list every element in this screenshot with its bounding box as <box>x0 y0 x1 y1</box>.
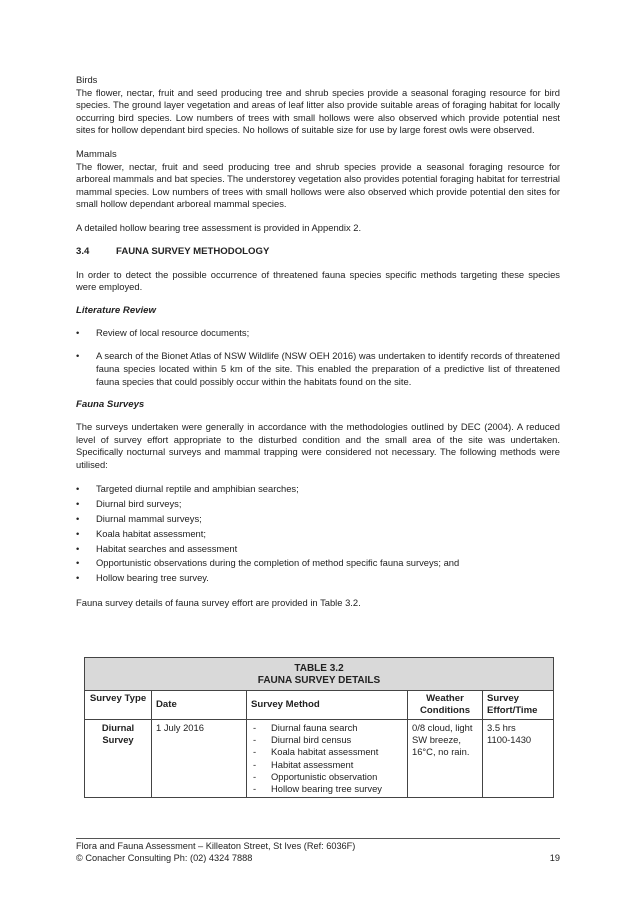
bullet-icon: • <box>76 557 80 569</box>
list-item: - Koala habitat assessment <box>253 746 379 758</box>
literature-review-heading: Literature Review <box>76 304 156 316</box>
list-item: - Diurnal fauna search <box>253 722 358 733</box>
header-date: Date <box>152 691 247 720</box>
list-item: - Hollow bearing tree survey <box>253 783 382 795</box>
list-item: • Koala habitat assessment; <box>76 527 560 542</box>
list-item: • Diurnal bird surveys; <box>76 497 560 512</box>
fauna-survey-table <box>84 657 554 798</box>
appendix-note-block <box>76 222 560 235</box>
bullet-icon: • <box>76 350 80 362</box>
list-item: • Targeted diurnal reptile and amphibian searches; <box>76 482 560 497</box>
page-number: 19 <box>549 852 560 863</box>
list-item: • Opportunistic observations during the completion of method specific fauna surveys; and <box>76 556 560 571</box>
list-item: • Hollow bearing tree survey. <box>76 571 560 586</box>
table-label: TABLE 3.2 <box>294 663 344 674</box>
section-number: 3.4 <box>76 245 90 257</box>
birds-section <box>76 74 560 137</box>
table-title <box>85 658 554 691</box>
list-item: - Habitat assessment <box>253 758 354 770</box>
table-header-row <box>85 691 554 720</box>
table-note: Fauna survey details of fauna survey effort are provided in Table 3.2. <box>76 597 361 609</box>
section-heading <box>76 246 560 257</box>
birds-title: Birds <box>76 74 98 85</box>
list-item: • Diurnal mammal surveys; <box>76 512 560 527</box>
fauna-surveys-heading: Fauna Surveys <box>76 399 145 411</box>
cell-methods <box>247 720 408 798</box>
effort-time: 1100-1430 <box>487 734 532 746</box>
bullet-icon: • <box>76 542 80 554</box>
bullet-icon: • <box>76 572 80 584</box>
birds-text: The flower, nectar, fruit and seed producing tree and shrub species provide a seasonal foraging resource for bird species. The ground layer vegetation and areas of leaf litter also provide suitable areas of foraging habitat for locally occurring bird species. Low numbers of trees with small hollows were also observed which provide potential nest sites for hollow dependant bird species. No hollows of suitable size for use by large forest owls were observed. <box>76 86 560 136</box>
list-item: • Review of local resource documents; <box>76 326 250 338</box>
table-title-row <box>85 658 554 691</box>
mammals-section <box>76 148 560 211</box>
bullet-icon: • <box>76 513 80 525</box>
fauna-methods-list <box>76 482 560 586</box>
header-survey-method: Survey Method <box>247 691 408 720</box>
section-intro-block <box>76 269 560 294</box>
page-body <box>76 74 560 621</box>
mammals-text: The flower, nectar, fruit and seed producing tree and shrub species provide a seasonal foraging resource for arboreal mammals and bat species. The understorey vegetation also provides potential foraging habitat for terrestrial mammal species. Low numbers of trees with small hollows were also observed which provide potential den sites for small hollow dependant arboreal mammal species. <box>76 160 560 210</box>
literature-review-list <box>76 327 560 388</box>
footer-contact: © Conacher Consulting Ph: (02) 4324 7888 <box>76 852 253 863</box>
bullet-icon: • <box>76 527 80 539</box>
footer-row <box>76 853 560 865</box>
cell-date: 1 July 2016 <box>152 720 247 798</box>
table-note-block <box>76 597 560 610</box>
fauna-surveys-text-block <box>76 421 560 471</box>
section-intro: In order to detect the possible occurrence of threatened fauna species specific methods targeting these species were employed. <box>76 268 560 293</box>
bullet-icon: • <box>76 326 80 338</box>
table-row <box>85 720 554 798</box>
bullet-icon: • <box>76 498 80 510</box>
list-item: - Opportunistic observation <box>253 770 378 782</box>
header-survey-type: Survey Type <box>85 691 152 720</box>
list-item: • Habitat searches and assessment <box>76 542 560 557</box>
effort-hours: 3.5 hrs <box>487 722 516 733</box>
list-item: • A search of the Bionet Atlas of NSW Wildlife (NSW OEH 2016) was undertaken to identify records of threatened fauna species located within 5 km of the site. This enabled the preparation of a predictive list of threatened fauna species that could possibly occur within the habitats found on the site. <box>76 350 560 387</box>
fauna-surveys-text: The surveys undertaken were generally in accordance with the methodologies outlined by DEC (2004). A reduced level of survey effort appropriate to the disturbed condition and the small area of the site was undertaken. Specifically nocturnal surveys and mammal trapping were considered not necessary. The following methods were utilised: <box>76 421 560 470</box>
section-title: FAUNA SURVEY METHODOLOGY <box>116 245 270 257</box>
bullet-icon: • <box>76 483 80 495</box>
appendix-note: A detailed hollow bearing tree assessment is provided in Appendix 2. <box>76 221 362 233</box>
cell-survey-type: Diurnal Survey <box>85 720 152 798</box>
header-weather: Weather Conditions <box>408 691 483 720</box>
cell-effort <box>483 720 554 798</box>
mammals-title: Mammals <box>76 147 117 159</box>
table-caption: FAUNA SURVEY DETAILS <box>257 675 381 686</box>
methods-list <box>251 722 403 795</box>
footer-doc-title: Flora and Fauna Assessment – Killeaton Street, St Ives (Ref: 6036F) <box>76 841 356 851</box>
header-effort: Survey Effort/Time <box>483 691 554 720</box>
list-item: - Diurnal bird census <box>253 734 352 746</box>
cell-weather: 0/8 cloud, light SW breeze, 16°C, no rain. <box>408 720 483 798</box>
page-footer <box>76 838 560 864</box>
